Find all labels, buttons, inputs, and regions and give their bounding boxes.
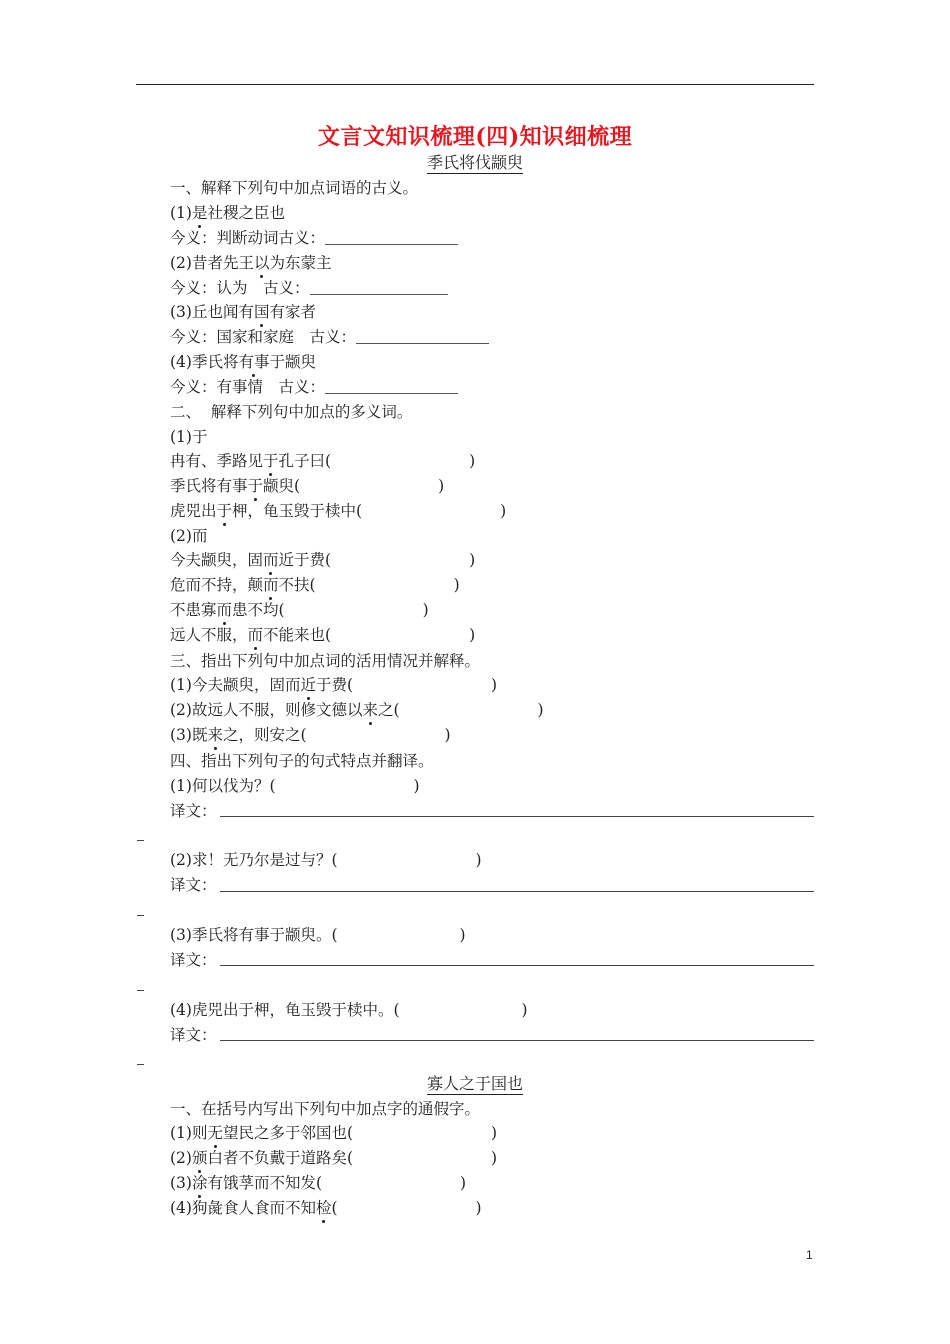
- section-heading: 季氏将伐颛臾: [426, 153, 523, 172]
- question-item: (1)何以伐为？( ): [170, 777, 420, 795]
- question-item: 远人不服，而不能来也( ): [170, 626, 476, 644]
- question-item: (1)则无望民之多于邻国也( ): [170, 1124, 498, 1142]
- translation-label: 译文：: [170, 876, 217, 894]
- translation-label: 译文：: [170, 802, 217, 820]
- answer-line: 今义：国家和家庭 古义：: [170, 327, 489, 347]
- answer-blank[interactable]: [325, 379, 458, 394]
- question-item: (2)颁白者不负戴于道路矣( ): [170, 1149, 498, 1167]
- question-item: 不患寡而患不均( ): [170, 601, 429, 619]
- translation-label: 译文：: [170, 951, 217, 969]
- question-item: 危而不持，颠而不扶( ): [170, 576, 460, 594]
- answer-line: 今义：有事情 古义：: [170, 377, 458, 397]
- translation-label: 译文：: [170, 1026, 217, 1044]
- question-item: (4)狗彘食人食而不知检( ): [170, 1199, 482, 1217]
- section-heading: 寡人之于国也: [426, 1074, 523, 1093]
- question-prompt: 一、在括号内写出下列句中加点字的通假字。: [170, 1100, 481, 1118]
- question-item: (3)季氏将有事于颛臾。( ): [170, 926, 466, 944]
- question-item: (4)季氏将有事于颛臾: [170, 353, 316, 371]
- question-item: (3)既来之，则安之( ): [170, 726, 451, 744]
- question-item: (2)昔者先王以为东蒙主: [170, 254, 332, 272]
- answer-line: 今义：判断动词古义：: [170, 228, 458, 248]
- question-prompt: 一、解释下列句中加点词语的古义。: [170, 179, 419, 197]
- question-item: 季氏将有事于颛臾( ): [170, 477, 445, 495]
- question-item: 今夫颛臾，固而近于费( ): [170, 551, 476, 569]
- translation-blank[interactable]: [220, 965, 814, 966]
- question-item: (1)是社稷之臣也: [170, 204, 285, 222]
- translation-blank[interactable]: [220, 1040, 814, 1041]
- question-item: (2)故远人不服，则修文德以来之( ): [170, 701, 544, 719]
- question-prompt: 二、 解释下列句中加点的多义词。: [170, 403, 413, 421]
- question-item: (2)求！无乃尔是过与？( ): [170, 851, 482, 869]
- translation-blank[interactable]: [220, 816, 814, 817]
- translation-blank[interactable]: [220, 891, 814, 892]
- answer-blank[interactable]: [310, 280, 448, 295]
- continuation-dash: [137, 1064, 144, 1065]
- header-rule: [136, 84, 814, 85]
- page-title: 文言文知识梳理(四)知识细梳理: [317, 124, 633, 150]
- question-prompt: 三、指出下列句中加点词的活用情况并解释。: [170, 652, 481, 670]
- answer-blank[interactable]: [325, 230, 458, 245]
- question-item: (3)丘也闻有国有家者: [170, 303, 316, 321]
- group-label: (1)于: [170, 428, 208, 446]
- continuation-dash: [137, 990, 144, 991]
- question-item: 虎兕出于柙，龟玉毁于椟中( ): [170, 502, 507, 520]
- question-item: (3)涂有饿莩而不知发( ): [170, 1174, 467, 1192]
- continuation-dash: [137, 915, 144, 916]
- question-prompt: 四、指出下列句子的句式特点并翻译。: [170, 752, 434, 770]
- question-item: 冉有、季路见于孔子曰( ): [170, 452, 476, 470]
- question-item: (1)今夫颛臾，固而近于费( ): [170, 676, 498, 694]
- continuation-dash: [137, 840, 144, 841]
- group-label: (2)而: [170, 527, 208, 545]
- answer-blank[interactable]: [356, 329, 489, 344]
- answer-line: 今义：认为 古义：: [170, 278, 448, 298]
- page-number: 1: [806, 1248, 813, 1262]
- question-item: (4)虎兕出于柙，龟玉毁于椟中。( ): [170, 1001, 528, 1019]
